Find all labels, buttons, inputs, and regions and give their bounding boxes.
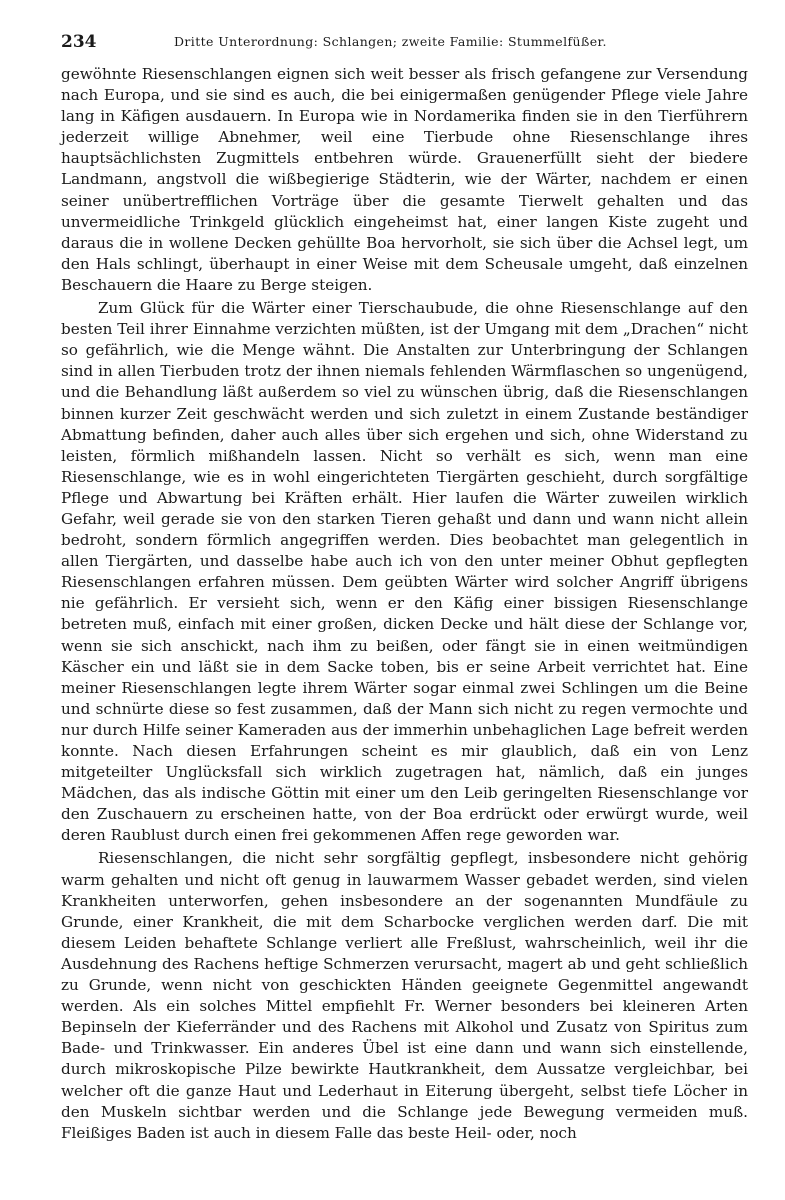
paragraph: Zum Glück für die Wärter einer Tierschaubude, die ohne Riesenschlange auf den besten Teil ihrer Einnahme verzichten müßten, ist der Umgang mit dem „Drachen“ nicht so gefährlich, wie die Menge wähnt. Die Anstalten zur Unterbringung der Schlangen sind in allen Tierbuden trotz der ihnen niemals fehlenden Wärmflaschen so ungenügend, und die Behandlung läßt außerdem so viel zu wünschen übrig, daß die Riesenschlangen binnen kurzer Zeit geschwächt werden und sich zuletzt in einem Zustande beständiger Abmattung befinden, daher auch alles über sich ergehen und sich, ohne Widerstand zu leisten, förmlich mißhandeln lassen. Nicht so verhält es sich, wenn man eine Riesenschlange, wie es in wohl eingerichteten Tiergärten geschieht, durch sorgfältige Pflege und Abwartung bei Kräften erhält. Hier laufen die Wärter zuweilen wirklich Gefahr, weil gerade sie von den starken Tieren gehaßt und dann und wann nicht allein bedroht, sondern förmlich angegriffen werden. Dies beobachtet man gelegentlich in allen Tiergärten, und dasselbe habe auch ich von den unter meiner Obhut gepflegten Riesenschlangen erfahren müssen. Dem geübten Wärter wird solcher Angriff übrigens nie gefährlich. Er versieht sich, wenn er den Käfig einer bissigen Riesenschlange betreten muß, einfach mit einer großen, dicken Decke und hält diese der Schlange vor, wenn sie sich anschickt, nach ihm zu beißen, oder fängt sie in einen weitmündigen Käscher ein und läßt sie in dem Sacke toben, bis er seine Arbeit verrichtet hat. Eine meiner Riesenschlangen legte ihrem Wärter sogar einmal zwei Schlingen um die Beine und schnürte diese so fest zusammen, daß der Mann sich nicht zu regen vermochte und nur durch Hilfe seiner Kameraden aus der immerhin unbehaglichen Lage befreit werden konnte. Nach diesen Erfahrungen scheint es mir glaublich, daß ein von Lenz mitgeteilter Unglücksfall sich wirklich zugetragen hat, nämlich, daß ein junges Mädchen, das als indische Göttin mit einer um den Leib geringelten Riesenschlange vor den Zuschauern zu erscheinen hatte, von der Boa erdrückt oder erwürgt wurde, weil deren Raublust durch einen frei gekommenen Affen rege geworden war. [61,299,748,845]
paragraph: gewöhnte Riesenschlangen eignen sich weit besser als frisch gefangene zur Versendung nach Europa, und sie sind es auch, die bei einigermaßen genügender Pflege viele Jahre lang in Käfigen ausdauern. In Europa wie in Nordamerika finden sie in den Tierführern jederzeit willige Abnehmer, weil eine Tierbude ohne Riesenschlange ihres hauptsächlichsten Zugmittels entbehren würde. Grauenerfüllt sieht der biedere Landmann, angstvoll die wißbegierige Städterin, wie der Wärter, nachdem er einen seiner unübertrefflichen Vorträge über die gesamte Tierwelt gehalten und das unvermeidliche Trinkgeld glücklich eingeheimst hat, einer langen Kiste zugeht und daraus die in wollene Decken gehüllte Boa hervorholt, sie sich über die Achsel legt, um den Hals schlingt, überhaupt in einer Weise mit dem Scheusale umgeht, daß einzelnen Beschauern die Haare zu Berge steigen. [61,65,748,294]
body-text [61,64,748,1144]
running-title: Dritte Unterordnung: Schlangen; zweite Familie: Stummelfüßer. [174,34,607,49]
paragraph: Riesenschlangen, die nicht sehr sorgfältig gepflegt, insbesondere nicht gehörig warm gehalten und nicht oft genug in lauwarmem Wasser gebadet werden, sind vielen Krankheiten unterworfen, gehen insbesondere an der sogenannten Mundfäule zu Grunde, einer Krankheit, die mit dem Scharbocke verglichen werden darf. Die mit diesem Leiden behaftete Schlange verliert alle Freßlust, wahrscheinlich, weil ihr die Ausdehnung des Rachens heftige Schmerzen verursacht, magert ab und geht schließlich zu Grunde, wenn nicht von geschickten Händen geeignete Gegenmittel angewandt werden. Als ein solches Mittel empfiehlt Fr. Werner besonders bei kleineren Arten Bepinseln der Kieferränder und des Rachens mit Alkohol und Zusatz von Spiritus zum Bade- und Trinkwasser. Ein anderes Übel ist eine dann und wann sich einstellende, durch mikroskopische Pilze bewirkte Hautkrankheit, dem Aussatze vergleichbar, bei welcher oft die ganze Haut und Lederhaut in Eiterung übergeht, selbst tiefe Löcher in den Muskeln sichtbar werden und die Schlange jede Bewegung vermeiden muß. Fleißiges Baden ist auch in diesem Falle das beste Heil- oder, noch [61,849,748,1142]
page-number: 234 [61,32,97,52]
running-head [61,24,748,56]
